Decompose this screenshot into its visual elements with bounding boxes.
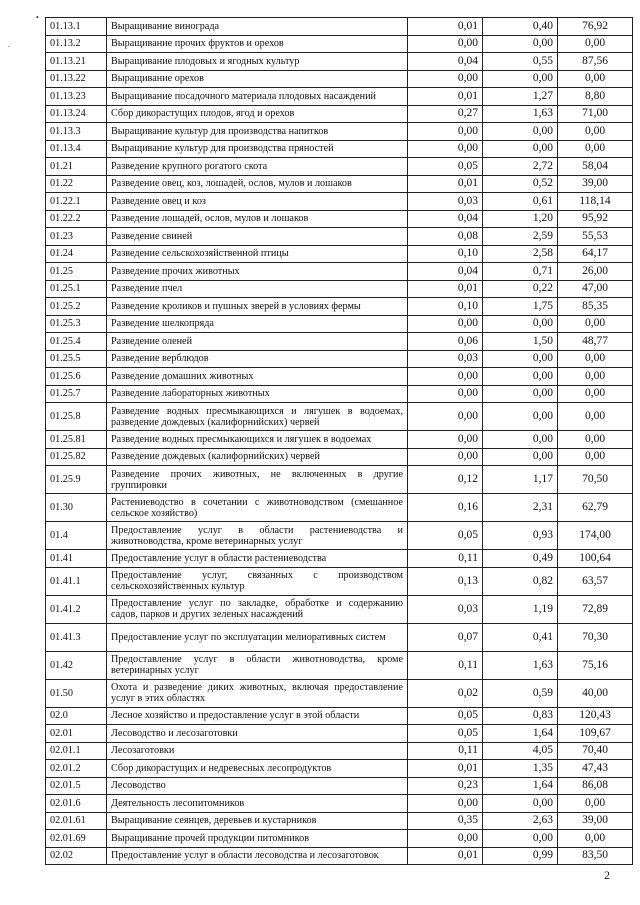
row-value-2: 1,20 <box>483 210 558 228</box>
row-value-1: 0,00 <box>408 385 483 403</box>
row-code: 01.23 <box>46 228 107 246</box>
row-value-3: 100,64 <box>558 550 633 568</box>
row-name: Разведение домашних животных <box>107 368 408 386</box>
table-row <box>46 777 633 795</box>
row-value-1: 0,01 <box>408 280 483 298</box>
table-row <box>46 263 633 281</box>
row-value-2: 1,50 <box>483 333 558 351</box>
row-code: 01.41 <box>46 550 107 568</box>
table-row <box>46 567 633 595</box>
row-value-2: 0,00 <box>483 385 558 403</box>
row-value-2: 0,99 <box>483 847 558 865</box>
row-value-1: 0,00 <box>408 35 483 53</box>
row-value-1: 0,10 <box>408 245 483 263</box>
row-value-3: 0,00 <box>558 368 633 386</box>
row-code: 01.25.82 <box>46 448 107 466</box>
row-value-3: 64,17 <box>558 245 633 263</box>
row-value-1: 0,04 <box>408 53 483 71</box>
row-value-1: 0,01 <box>408 18 483 36</box>
row-value-2: 1,27 <box>483 88 558 106</box>
row-value-2: 0,22 <box>483 280 558 298</box>
row-name: Предоставление услуг в области растениеводства <box>107 550 408 568</box>
row-value-1: 0,01 <box>408 175 483 193</box>
row-value-2: 2,72 <box>483 158 558 176</box>
row-value-2: 0,49 <box>483 550 558 568</box>
row-code: 01.13.4 <box>46 140 107 158</box>
table-row <box>46 35 633 53</box>
row-value-2: 1,64 <box>483 725 558 743</box>
table-row <box>46 245 633 263</box>
row-code: 01.13.2 <box>46 35 107 53</box>
row-value-3: 70,50 <box>558 466 633 494</box>
row-value-2: 0,40 <box>483 18 558 36</box>
row-value-3: 0,00 <box>558 431 633 449</box>
row-code: 02.01.61 <box>46 812 107 830</box>
row-name: Предоставление услуг в области растениеводства и животноводства, кроме ветеринарных услуг <box>107 522 408 550</box>
row-value-3: 71,00 <box>558 105 633 123</box>
row-code: 01.13.1 <box>46 18 107 36</box>
row-value-1: 0,12 <box>408 466 483 494</box>
row-value-2: 0,00 <box>483 140 558 158</box>
row-code: 02.01.6 <box>46 795 107 813</box>
row-value-3: 118,14 <box>558 193 633 211</box>
row-value-2: 1,63 <box>483 651 558 679</box>
row-value-3: 8,80 <box>558 88 633 106</box>
table-row <box>46 707 633 725</box>
row-value-2: 0,55 <box>483 53 558 71</box>
row-name: Выращивание прочей продукции питомников <box>107 830 408 848</box>
row-value-2: 4,05 <box>483 742 558 760</box>
table-row <box>46 140 633 158</box>
row-name: Разведение оленей <box>107 333 408 351</box>
scan-mark: • <box>36 13 39 22</box>
row-value-2: 0,00 <box>483 448 558 466</box>
table-row <box>46 193 633 211</box>
row-name: Разведение шелкопряда <box>107 315 408 333</box>
row-name: Разведение прочих животных <box>107 263 408 281</box>
row-value-1: 0,05 <box>408 158 483 176</box>
row-value-1: 0,01 <box>408 847 483 865</box>
row-value-1: 0,13 <box>408 567 483 595</box>
row-value-2: 2,31 <box>483 494 558 522</box>
table-row <box>46 158 633 176</box>
row-value-3: 76,92 <box>558 18 633 36</box>
table-row <box>46 280 633 298</box>
row-value-3: 48,77 <box>558 333 633 351</box>
row-value-3: 39,00 <box>558 812 633 830</box>
table-row <box>46 466 633 494</box>
row-code: 01.41.3 <box>46 623 107 651</box>
table-row <box>46 123 633 141</box>
row-name: Сбор дикорастущих и недревесных лесопродуктов <box>107 760 408 778</box>
row-code: 02.01 <box>46 725 107 743</box>
row-code: 01.25.6 <box>46 368 107 386</box>
row-code: 01.41.1 <box>46 567 107 595</box>
row-value-3: 0,00 <box>558 403 633 431</box>
row-value-3: 85,35 <box>558 298 633 316</box>
row-code: 01.30 <box>46 494 107 522</box>
row-value-1: 0,00 <box>408 431 483 449</box>
row-name: Разведение водных пресмыкающихся и лягушек в водоемах, разведение дождевых (калифорнийских) червей <box>107 403 408 431</box>
row-value-2: 1,17 <box>483 466 558 494</box>
row-code: 01.22 <box>46 175 107 193</box>
row-name: Лесное хозяйство и предоставление услуг в этой области <box>107 707 408 725</box>
row-value-3: 174,00 <box>558 522 633 550</box>
row-value-2: 0,00 <box>483 368 558 386</box>
row-name: Лесозаготовки <box>107 742 408 760</box>
row-value-3: 86,08 <box>558 777 633 795</box>
row-name: Сбор дикорастущих плодов, ягод и орехов <box>107 105 408 123</box>
table-row <box>46 210 633 228</box>
row-value-3: 72,89 <box>558 595 633 623</box>
row-value-2: 0,00 <box>483 830 558 848</box>
row-value-1: 0,04 <box>408 263 483 281</box>
row-code: 01.25.81 <box>46 431 107 449</box>
row-code: 01.42 <box>46 651 107 679</box>
row-code: 01.25.2 <box>46 298 107 316</box>
row-value-3: 55,53 <box>558 228 633 246</box>
scan-mark: . <box>8 40 10 49</box>
table-row <box>46 448 633 466</box>
row-value-1: 0,00 <box>408 123 483 141</box>
table-row <box>46 403 633 431</box>
row-name: Разведение овец, коз, лошадей, ослов, мулов и лошаков <box>107 175 408 193</box>
row-value-3: 109,67 <box>558 725 633 743</box>
row-name: Разведение овец и коз <box>107 193 408 211</box>
row-value-3: 70,40 <box>558 742 633 760</box>
table-row <box>46 651 633 679</box>
row-name: Выращивание плодовых и ягодных культур <box>107 53 408 71</box>
row-value-3: 70,30 <box>558 623 633 651</box>
row-code: 01.25.3 <box>46 315 107 333</box>
row-value-3: 0,00 <box>558 795 633 813</box>
row-value-2: 0,52 <box>483 175 558 193</box>
table-row <box>46 88 633 106</box>
row-value-3: 47,00 <box>558 280 633 298</box>
row-code: 01.41.2 <box>46 595 107 623</box>
table-row <box>46 795 633 813</box>
row-value-1: 0,35 <box>408 812 483 830</box>
row-code: 01.25.7 <box>46 385 107 403</box>
table-row <box>46 742 633 760</box>
row-value-1: 0,11 <box>408 742 483 760</box>
row-name: Разведение верблюдов <box>107 350 408 368</box>
row-value-3: 83,50 <box>558 847 633 865</box>
row-value-3: 0,00 <box>558 350 633 368</box>
row-name: Охота и разведение диких животных, включая предоставление услуг в этих областях <box>107 679 408 707</box>
row-value-1: 0,03 <box>408 350 483 368</box>
table-row <box>46 333 633 351</box>
row-name: Выращивание культур для производства пряностей <box>107 140 408 158</box>
row-value-2: 0,59 <box>483 679 558 707</box>
row-code: 01.4 <box>46 522 107 550</box>
row-value-2: 0,00 <box>483 350 558 368</box>
row-name: Растениеводство в сочетании с животноводством (смешанное сельское хозяйство) <box>107 494 408 522</box>
table-row <box>46 105 633 123</box>
row-name: Выращивание посадочного материала плодовых насаждений <box>107 88 408 106</box>
row-name: Выращивание орехов <box>107 70 408 88</box>
row-value-2: 2,63 <box>483 812 558 830</box>
row-value-2: 0,83 <box>483 707 558 725</box>
row-name: Предоставление услуг, связанных с производством сельскохозяйственных культур <box>107 567 408 595</box>
table-row <box>46 53 633 71</box>
row-value-3: 26,00 <box>558 263 633 281</box>
row-name: Разведение кроликов и пушных зверей в условиях фермы <box>107 298 408 316</box>
row-code: 01.22.1 <box>46 193 107 211</box>
row-name: Выращивание сеянцев, деревьев и кустарников <box>107 812 408 830</box>
row-code: 01.13.22 <box>46 70 107 88</box>
table-row <box>46 70 633 88</box>
row-name: Разведение свиней <box>107 228 408 246</box>
row-name: Выращивание прочих фруктов и орехов <box>107 35 408 53</box>
row-code: 01.24 <box>46 245 107 263</box>
row-value-2: 0,00 <box>483 123 558 141</box>
row-code: 01.13.3 <box>46 123 107 141</box>
row-name: Предоставление услуг по закладке, обработке и содержанию садов, парков и других зеленых насаждений <box>107 595 408 623</box>
row-value-2: 0,41 <box>483 623 558 651</box>
row-code: 02.02 <box>46 847 107 865</box>
table-row <box>46 350 633 368</box>
row-value-1: 0,00 <box>408 315 483 333</box>
row-code: 01.50 <box>46 679 107 707</box>
row-value-3: 0,00 <box>558 123 633 141</box>
row-name: Лесоводство и лесозаготовки <box>107 725 408 743</box>
row-value-1: 0,04 <box>408 210 483 228</box>
row-value-1: 0,10 <box>408 298 483 316</box>
row-value-3: 58,04 <box>558 158 633 176</box>
row-name: Предоставление услуг по эксплуатации мелиоративных систем <box>107 623 408 651</box>
row-value-3: 0,00 <box>558 35 633 53</box>
table-row <box>46 725 633 743</box>
activity-table <box>45 17 633 865</box>
row-name: Разведение лошадей, ослов, мулов и лошаков <box>107 210 408 228</box>
row-value-2: 0,93 <box>483 522 558 550</box>
row-value-1: 0,00 <box>408 140 483 158</box>
row-value-1: 0,05 <box>408 522 483 550</box>
row-code: 02.01.5 <box>46 777 107 795</box>
row-value-3: 63,57 <box>558 567 633 595</box>
table-row <box>46 385 633 403</box>
table-row <box>46 623 633 651</box>
table-row <box>46 494 633 522</box>
row-code: 01.25.8 <box>46 403 107 431</box>
table-row <box>46 830 633 848</box>
row-value-1: 0,23 <box>408 777 483 795</box>
table-row <box>46 595 633 623</box>
row-value-2: 0,00 <box>483 431 558 449</box>
row-value-1: 0,27 <box>408 105 483 123</box>
row-value-3: 62,79 <box>558 494 633 522</box>
row-name: Разведение прочих животных, не включенных в другие группировки <box>107 466 408 494</box>
row-name: Разведение пчел <box>107 280 408 298</box>
row-code: 01.25.4 <box>46 333 107 351</box>
row-value-2: 1,35 <box>483 760 558 778</box>
row-value-2: 0,00 <box>483 70 558 88</box>
row-value-3: 75,16 <box>558 651 633 679</box>
row-value-3: 40,00 <box>558 679 633 707</box>
table-row <box>46 550 633 568</box>
row-value-1: 0,00 <box>408 368 483 386</box>
row-value-2: 0,71 <box>483 263 558 281</box>
row-value-3: 87,56 <box>558 53 633 71</box>
table-row <box>46 368 633 386</box>
row-value-2: 2,58 <box>483 245 558 263</box>
row-value-1: 0,07 <box>408 623 483 651</box>
table-row <box>46 760 633 778</box>
row-value-1: 0,05 <box>408 707 483 725</box>
page-number: 2 <box>604 868 610 882</box>
row-name: Разведение сельскохозяйственной птицы <box>107 245 408 263</box>
row-value-3: 0,00 <box>558 140 633 158</box>
row-code: 02.01.2 <box>46 760 107 778</box>
row-value-1: 0,00 <box>408 70 483 88</box>
row-value-1: 0,00 <box>408 403 483 431</box>
row-name: Разведение дождевых (калифорнийских) червей <box>107 448 408 466</box>
row-value-2: 0,82 <box>483 567 558 595</box>
row-code: 02.0 <box>46 707 107 725</box>
row-value-2: 0,00 <box>483 403 558 431</box>
row-name: Лесоводство <box>107 777 408 795</box>
table-row <box>46 228 633 246</box>
row-code: 01.13.21 <box>46 53 107 71</box>
row-value-2: 1,75 <box>483 298 558 316</box>
row-value-3: 120,43 <box>558 707 633 725</box>
row-name: Выращивание винограда <box>107 18 408 36</box>
row-value-1: 0,11 <box>408 550 483 568</box>
row-value-1: 0,01 <box>408 88 483 106</box>
row-value-3: 0,00 <box>558 385 633 403</box>
row-value-2: 1,63 <box>483 105 558 123</box>
row-code: 02.01.69 <box>46 830 107 848</box>
row-value-1: 0,00 <box>408 448 483 466</box>
table-row <box>46 812 633 830</box>
table-row <box>46 847 633 865</box>
row-name: Разведение лабораторных животных <box>107 385 408 403</box>
row-code: 01.25.5 <box>46 350 107 368</box>
table-row <box>46 431 633 449</box>
table-row <box>46 315 633 333</box>
row-code: 02.01.1 <box>46 742 107 760</box>
row-value-1: 0,11 <box>408 651 483 679</box>
row-value-3: 0,00 <box>558 70 633 88</box>
row-value-1: 0,08 <box>408 228 483 246</box>
row-value-3: 0,00 <box>558 448 633 466</box>
row-code: 01.21 <box>46 158 107 176</box>
row-value-2: 0,61 <box>483 193 558 211</box>
row-value-3: 39,00 <box>558 175 633 193</box>
table-body <box>46 18 633 865</box>
row-value-2: 1,64 <box>483 777 558 795</box>
row-name: Предоставление услуг в области животноводства, кроме ветеринарных услуг <box>107 651 408 679</box>
row-code: 01.22.2 <box>46 210 107 228</box>
row-name: Разведение водных пресмыкающихся и лягушек в водоемах <box>107 431 408 449</box>
table-row <box>46 298 633 316</box>
row-value-2: 2,59 <box>483 228 558 246</box>
row-code: 01.25.9 <box>46 466 107 494</box>
row-code: 01.25 <box>46 263 107 281</box>
row-value-3: 0,00 <box>558 315 633 333</box>
row-code: 01.13.24 <box>46 105 107 123</box>
table-row <box>46 175 633 193</box>
row-name: Выращивание культур для производства напитков <box>107 123 408 141</box>
row-value-2: 0,00 <box>483 795 558 813</box>
row-value-1: 0,06 <box>408 333 483 351</box>
table-row <box>46 18 633 36</box>
row-value-3: 95,92 <box>558 210 633 228</box>
row-value-3: 0,00 <box>558 830 633 848</box>
row-value-2: 0,00 <box>483 315 558 333</box>
row-name: Деятельность лесопитомников <box>107 795 408 813</box>
table-row <box>46 522 633 550</box>
row-value-1: 0,03 <box>408 595 483 623</box>
row-value-3: 47,43 <box>558 760 633 778</box>
table-row <box>46 679 633 707</box>
row-value-2: 0,00 <box>483 35 558 53</box>
row-value-1: 0,01 <box>408 760 483 778</box>
row-code: 01.13.23 <box>46 88 107 106</box>
row-name: Предоставление услуг в области лесоводства и лесозаготовок <box>107 847 408 865</box>
row-value-1: 0,05 <box>408 725 483 743</box>
row-value-2: 1,19 <box>483 595 558 623</box>
row-value-1: 0,02 <box>408 679 483 707</box>
row-name: Разведение крупного рогатого скота <box>107 158 408 176</box>
row-value-1: 0,16 <box>408 494 483 522</box>
row-value-1: 0,03 <box>408 193 483 211</box>
row-value-1: 0,00 <box>408 795 483 813</box>
row-value-1: 0,00 <box>408 830 483 848</box>
row-code: 01.25.1 <box>46 280 107 298</box>
